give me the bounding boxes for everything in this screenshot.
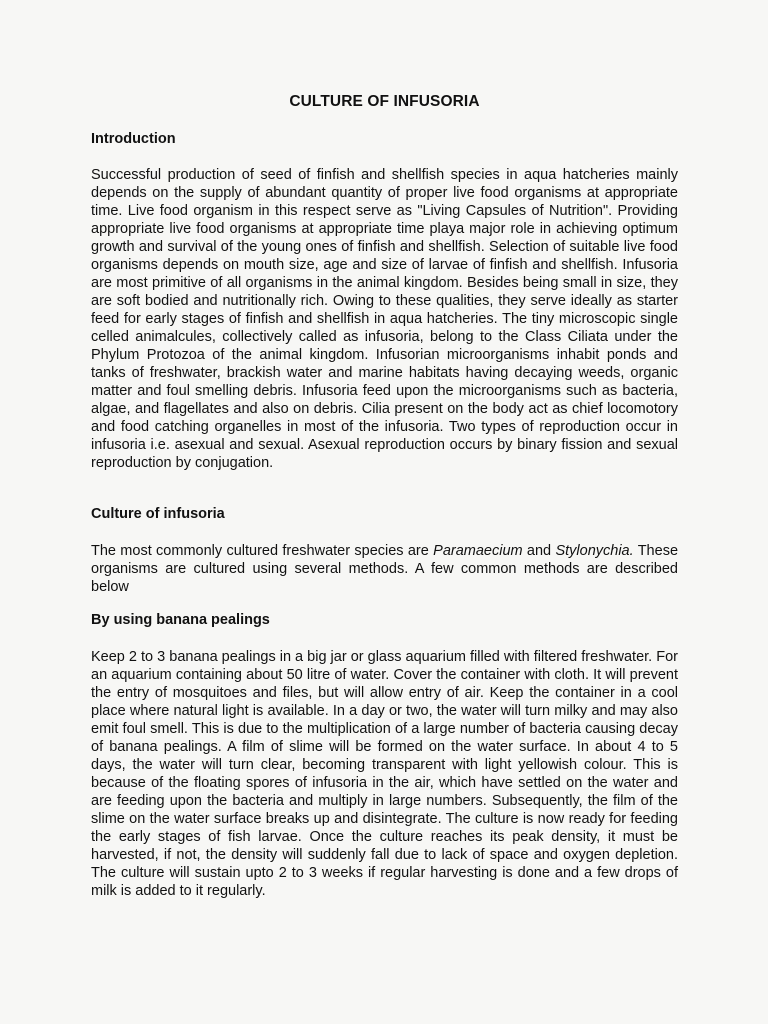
section-paragraph-culture-of-infusoria (91, 542, 678, 596)
section-heading-banana-pealings: By using banana pealings (91, 612, 270, 628)
species-name-paramaecium: Paramaecium (433, 543, 523, 559)
paragraph-text-segment: and (522, 543, 556, 559)
paragraph-text-segment: These organisms are cultured using several methods. A few common methods are described below (91, 543, 679, 595)
section-paragraph-introduction: Successful production of seed of finfish and shellfish species in aqua hatcheries mainly depends on the supply of abundant quantity of proper live food organisms at appropriate time. Live food organism in this respect serve as "Living Capsules of Nutrition". Providing appropriate live food organisms at appropriate time playa major role in achieving optimum growth and survival of the young ones of finfish and shellfish. Selection of suitable live food organisms depends on mouth size, age and size of larvae of finfish and shellfish. Infusoria are most primitive of all organisms in the animal kingdom. Besides being small in size, they are soft bodied and nutritionally rich. Owing to these qualities, they serve ideally as starter feed for early stages of finfish and shellfish in aqua hatcheries. The tiny microscopic single celled animalcules, collectively called as infusoria, belong to the Class Ciliata under the Phylum Protozoa of the animal kingdom. Infusorian microorganisms inhabit ponds and tanks of freshwater, brackish water and marine habitats having decaying weeds, organic matter and foul smelling debris. Infusoria feed upon the microorganisms such as bacteria, algae, and flagellates and also on debris. Cilia present on the body act as chief locomotory and food catching organelles in most of the infusoria. Two types of reproduction occur in infusoria i.e. asexual and sexual. Asexual reproduction occurs by binary fission and sexual reproduction by conjugation. (91, 167, 678, 471)
species-name-stylonychia: Stylonychia. (555, 543, 634, 559)
section-heading-culture-of-infusoria: Culture of infusoria (91, 506, 225, 522)
section-paragraph-banana-pealings: Keep 2 to 3 banana pealings in a big jar or glass aquarium filled with filtered freshwater. For an aquarium containing about 50 litre of water. Cover the container with cloth. It will prevent the entry of mosquitoes and files, but will allow entry of air. Keep the container in a cool place where natural light is available. In a day or two, the water will turn milky and may also emit foul smell. This is due to the multiplication of a large number of bacteria causing decay of banana pealings. A film of slime will be formed on the water surface. In about 4 to 5 days, the water will turn clear, becoming transparent with light yellowish colour. This is because of the floating spores of infusoria in the air, which have settled on the water and are feeding upon the bacteria and multiply in large numbers. Subsequently, the film of the slime on the water surface breaks up and disintegrate. The culture is now ready for feeding the early stages of fish larvae. Once the culture reaches its peak density, it must be harvested, if not, the density will suddenly fall due to lack of space and oxygen depletion. The culture will sustain upto 2 to 3 weeks if regular harvesting is done and a few drops of milk is added to it regularly. (91, 649, 678, 899)
document-title: CULTURE OF INFUSORIA (289, 93, 480, 110)
section-heading-introduction: Introduction (91, 131, 176, 147)
paragraph-text-segment: The most commonly cultured freshwater species are (91, 543, 434, 559)
